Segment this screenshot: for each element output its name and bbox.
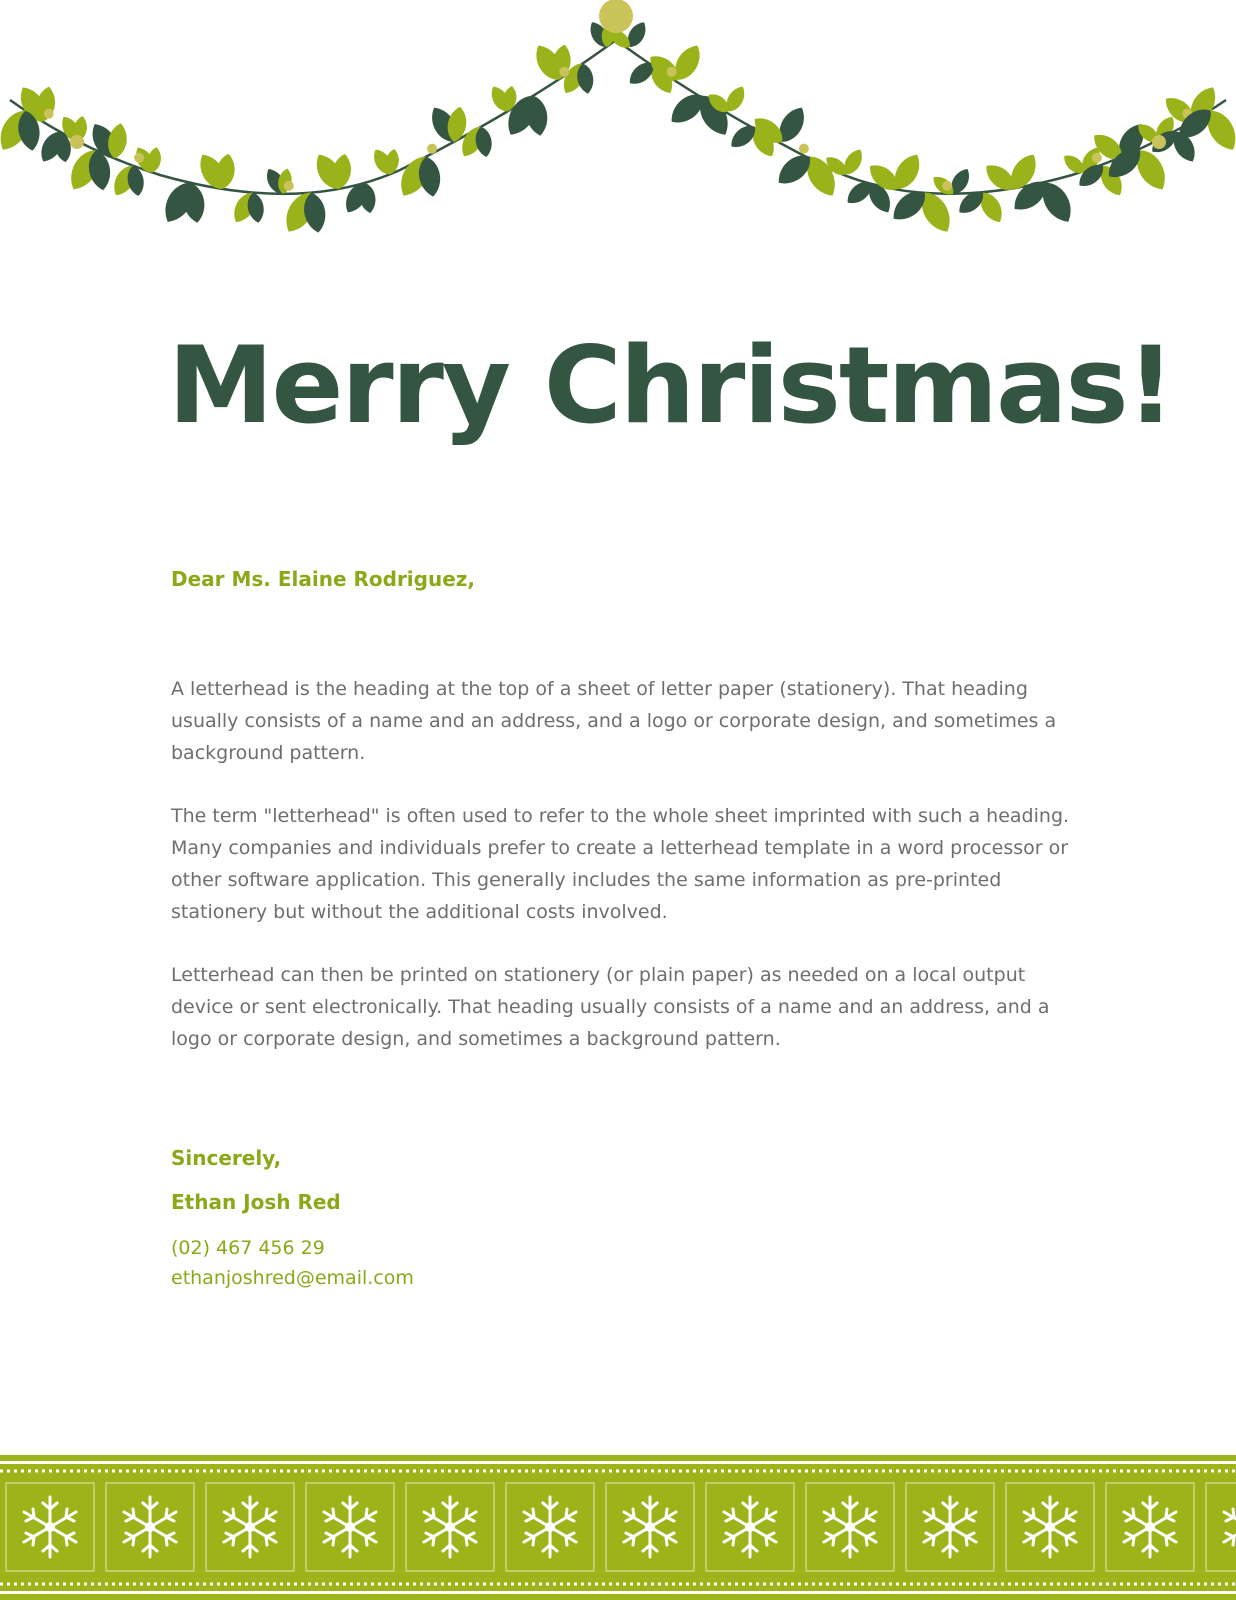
signer-email: ethanjoshred@email.com: [171, 1267, 414, 1289]
greeting: Dear Ms. Elaine Rodriguez,: [171, 567, 476, 591]
letter-body: [171, 673, 1071, 1086]
page-title: Merry Christmas!: [168, 324, 1173, 447]
body-paragraph: The term "letterhead" is often used to refer to the whole sheet imprinted with such a heading. Many companies and individuals prefer to create a letterhead template in a word processor or other software application. This generally includes the same information as pre-printed stationery but without the additional costs involved.: [171, 805, 1070, 923]
body-paragraph: Letterhead can then be printed on stationery (or plain paper) as needed on a local output device or sent electronically. That heading usually consists of a name and an address, and a logo or corporate design, and sometimes a background pattern.: [171, 964, 1050, 1050]
signer-phone: (02) 467 456 29: [171, 1237, 325, 1259]
top-ornament-icon: [599, 0, 633, 33]
closing: Sincerely,: [171, 1146, 282, 1170]
holly-garland: [0, 0, 1236, 240]
signer-name: Ethan Josh Red: [171, 1190, 341, 1214]
body-paragraph: A letterhead is the heading at the top of a sheet of letter paper (stationery). That heading usually consists of a name and an address, and a logo or corporate design, and sometimes a background pattern.: [171, 678, 1057, 764]
snowflake-pattern-border: [0, 1455, 1236, 1600]
